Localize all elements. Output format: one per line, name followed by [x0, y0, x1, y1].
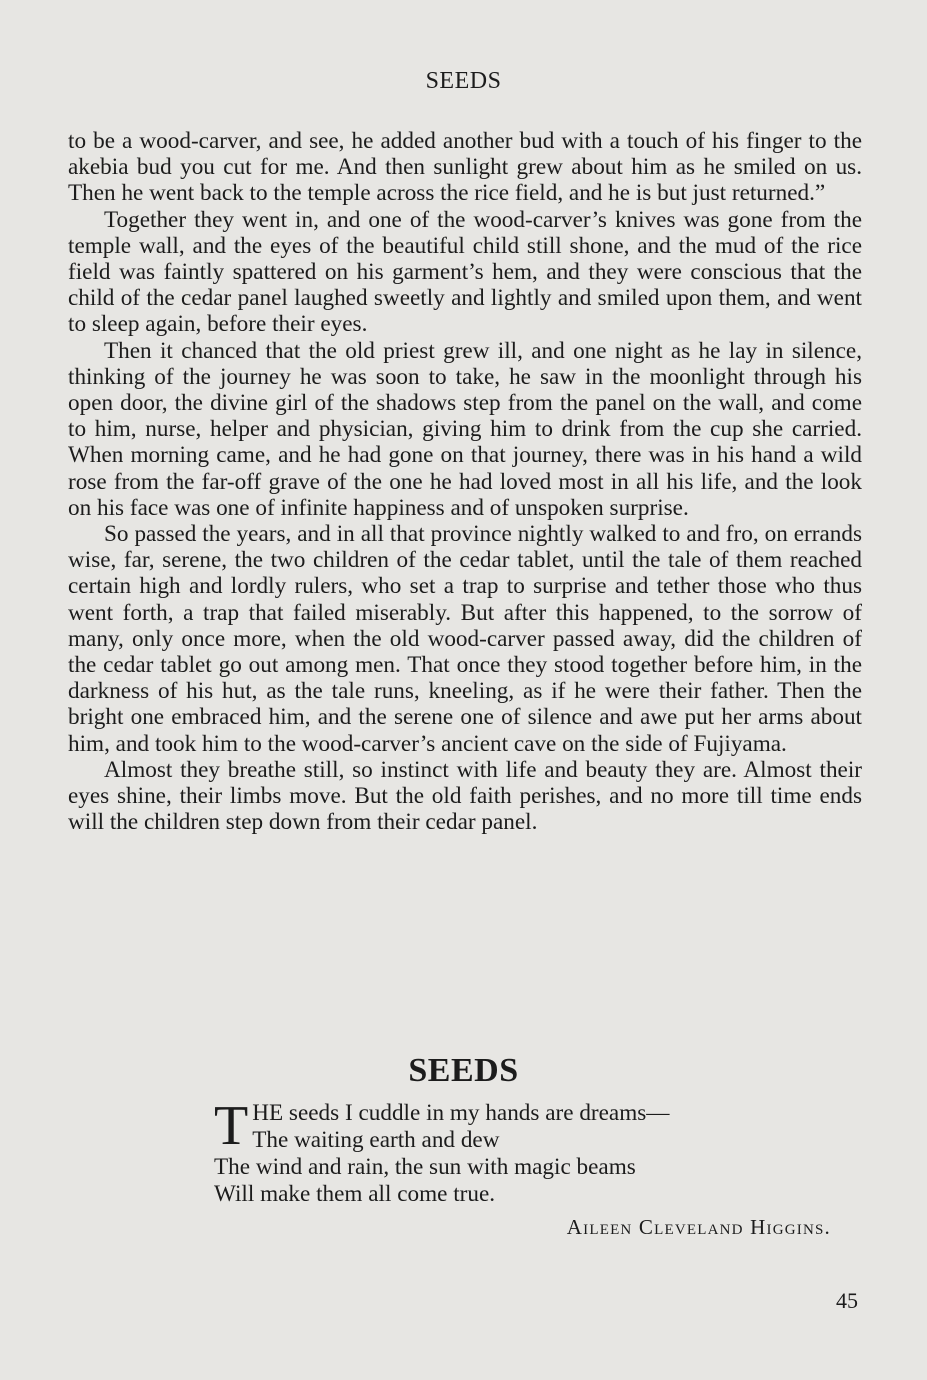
- paragraph-continued: to be a wood-carver, and see, he added another bud with a touch of his finger to the akebia bud you cut for me. And then sunlight grew about him as he smiled on us. Then he went back to the temple across the rice field, and he is but just returned.”: [68, 128, 862, 207]
- paragraph: Almost they breathe still, so instinct with life and beauty they are. Almost their eyes shine, their limbs move. But the old faith perishes, and no more till time ends will the children step down from their cedar panel.: [68, 756, 862, 836]
- drop-cap: T: [214, 1095, 249, 1157]
- paragraph: Together they went in, and one of the wood-carver’s knives was gone from the temple wall, and the eyes of the beautiful child still shone, and the mud of the rice field was faintly spattered on his garment’s hem, and they were conscious that the child of the cedar panel laughed sweetly and lightly and smiled upon them, and went to sleep again, before their eyes.: [68, 206, 862, 338]
- poem: [214, 1095, 854, 1208]
- poem-title: SEEDS: [408, 1052, 519, 1089]
- poem-author: Aileen Cleveland Higgins.: [566, 1215, 831, 1239]
- paragraph: So passed the years, and in all that province nightly walked to and fro, on errands wise, far, serene, the two children of the cedar tablet, until the tale of them reached certain high and lordly rulers, who set a trap to surprise and tether those who thus went forth, a trap that failed miserably. But after this happened, to the sorrow of many, only once more, when the old wood-carver passed away, did the children of the cedar tablet go out among men. That once they stood together before him, in the darkness of his hut, as the tale runs, kneeling, as if he were their father. Then the bright one embraced him, and the serene one of silence and awe put her arms about him, and took him to the wood-carver’s ancient cave on the side of Fujiyama.: [68, 521, 862, 757]
- poem-line: HE seeds I cuddle in my hands are dreams—: [252, 1100, 670, 1126]
- paragraph: Then it chanced that the old priest grew ill, and one night as he lay in silence, thinking of the journey he was soon to take, he saw in the moonlight through his open door, the divine girl of the shadows step from the panel on the wall, and come to him, nurse, helper and physician, giving him to drink from the cup she carried. When morning came, and he had gone on that journey, there was in his hand a wild rose from the far-off grave of the one he had loved most in all his life, and the look on his face was one of infinite happiness and of unspoken surprise.: [68, 337, 862, 521]
- poem-line: Will make them all come true.: [214, 1181, 496, 1207]
- running-head: SEEDS: [425, 68, 502, 94]
- page-number: 45: [836, 1288, 858, 1313]
- poem-line: The wind and rain, the sun with magic beams: [214, 1154, 636, 1180]
- poem-line: The waiting earth and dew: [252, 1127, 500, 1153]
- prose-body: [68, 128, 862, 835]
